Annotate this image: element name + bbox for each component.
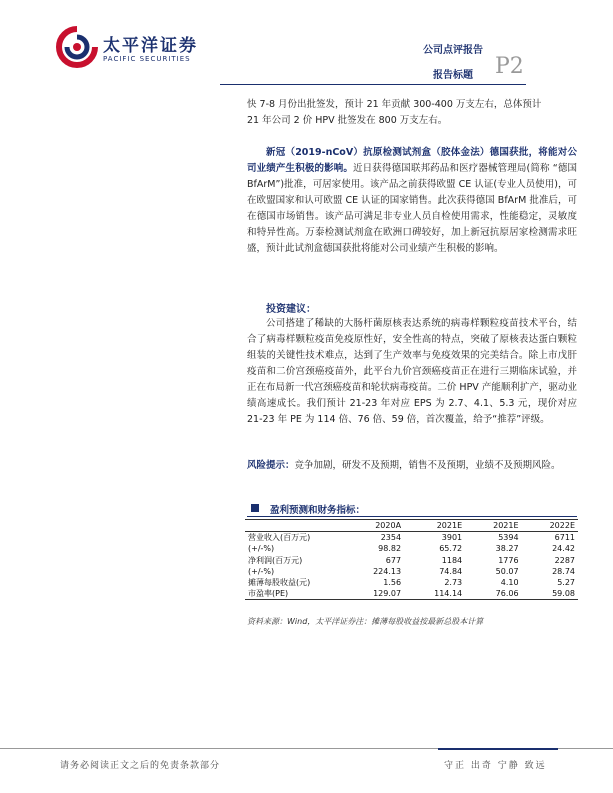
table-header-cell: 2021E	[404, 520, 465, 532]
paragraph-covid-headline: 新冠（2019-nCoV）抗原检测试剂盒（胶体金法）德国获批，将能对公司业绩产生积极的影响。	[247, 147, 577, 174]
investment-advice-title: 投资建议：	[266, 304, 316, 315]
report-title: 报告标题	[433, 70, 473, 81]
footer-accent-bar	[438, 748, 558, 750]
investment-advice-text: 公司搭建了稀缺的大肠杆菌原核表达系统的病毒样颗粒疫苗技术平台，结合了病毒样颗粒疫苗免疫原性好，安全性高的特点，突破了原核表达蛋白颗粒组装的关键性技术难点，达到了生产效率与免疫效果的完美结合。除上市戊肝疫苗和二价宫颈癌疫苗外，此平台九价宫颈癌疫苗正在进行三期临床试验，并正在布局新一代宫颈癌疫苗和轮状病毒疫苗。二价 HPV 产能顺利扩产，驱动业绩高速成长。我们预计 21-23 年对应 EPS 为 2.7、4.1、5.3 元，现价对应 21-23 年 PE 为 114 倍、76 倍、59 倍，首次覆盖，给予“推荐”评级。	[247, 318, 577, 425]
table-cell: 4.10	[500, 578, 519, 588]
table-cell: 2287	[554, 555, 575, 565]
table-cell: 38.27	[495, 544, 519, 554]
table-cell-label: (+/-%)	[248, 544, 275, 554]
table-cell: 2.73	[444, 578, 463, 588]
table-cell: 3901	[441, 533, 463, 543]
table-row	[245, 532, 578, 544]
table-title-marker	[251, 504, 259, 512]
table-title: 盈利预测和财务指标：	[270, 505, 366, 516]
logo-emblem-icon	[55, 25, 99, 69]
paragraph-hpv-line2: 21 年公司 2 价 HPV 批签发在 800 万支左右。	[247, 115, 448, 126]
table-row	[245, 577, 578, 588]
table-row	[245, 543, 578, 554]
table-cell: 5394	[498, 533, 519, 543]
table-row	[245, 566, 578, 577]
footer-disclaimer: 请务必阅读正文之后的免责条款部分	[60, 761, 221, 771]
table-cell: 677	[385, 555, 402, 565]
report-type: 公司点评报告	[423, 45, 483, 56]
table-cell: 5.27	[557, 578, 575, 588]
table-cell: 1776	[498, 555, 519, 565]
footer-motto: 守正 出奇 宁静 致远	[444, 761, 547, 771]
table-title-rule	[247, 516, 577, 517]
table-cell: 98.82	[378, 544, 402, 554]
logo-chinese-name: 太平洋证券	[103, 36, 198, 56]
page-number: P2	[495, 54, 524, 79]
paragraph-covid-body: 近日获得德国联邦药品和医疗器械管理局(简称 “德国 BfArM”)批准，可居家使用。该产品之前获得欧盟 CE 认证(专业人员使用)，可在欧盟国家和认可欧盟 CE 认证的国家销售。此次获得德国 BfArM 批准后，可在德国市场销售。该产品可满足非专业人员自检使用需求，性能稳定，灵敏度和特异性高。万泰检测试剂盒在欧洲口碑较好，加上新冠抗原居家检测需求旺盛，预计此试剂盒德国获批将能对公司业绩产生积极的影响。	[247, 163, 577, 254]
table-cell: 129.07	[343, 588, 404, 600]
paragraph-covid-test	[247, 145, 577, 257]
table-source-note: 资料来源：Wind，太平洋证券注：摊薄每股收益按最新总股本计算	[247, 617, 484, 626]
table-header-cell: 2020A	[343, 520, 404, 532]
paragraph-hpv	[247, 97, 577, 129]
table-cell: 74.84	[439, 566, 463, 576]
table-header-cell: 2021E	[465, 520, 521, 532]
table-cell: 28.74	[552, 566, 575, 576]
table-cell: 50.07	[495, 566, 519, 576]
table-header-cell: 2022E	[522, 520, 578, 532]
risk-warning-text: 竞争加剧，研发不及预期，销售不及预期，业绩不及预期风险。	[294, 460, 561, 471]
risk-warning-title: 风险提示：	[247, 460, 295, 471]
table-header-row	[245, 520, 578, 532]
table-cell: 1184	[441, 555, 463, 565]
table-cell: 24.42	[552, 544, 575, 554]
table-row	[245, 588, 578, 600]
table-cell: 2354	[380, 533, 402, 543]
logo-english-name: PACIFIC SECURITIES	[103, 55, 191, 63]
table-cell: 114.14	[404, 588, 465, 600]
company-logo	[55, 25, 225, 75]
table-cell: 59.08	[522, 588, 578, 600]
paragraph-hpv-line1: 快 7-8 月份出批签发，预计 21 年贡献 300-400 万支左右，总体预计	[247, 99, 542, 110]
table-header-cell	[245, 520, 343, 532]
table-cell-label: 市盈率(PE)	[245, 588, 343, 600]
financial-forecast-table	[245, 519, 578, 600]
table-cell-label: 营业收入(百万元)	[248, 533, 311, 543]
table-cell: 1.56	[383, 578, 402, 588]
table-cell: 76.06	[465, 588, 521, 600]
table-cell-label: (+/-%)	[248, 566, 275, 576]
risk-warning	[247, 458, 577, 474]
table-cell-label: 摊薄每股收益(元)	[248, 578, 311, 588]
table-cell: 224.13	[373, 566, 402, 576]
header-divider	[220, 84, 526, 85]
table-cell-label: 净利润(百万元)	[248, 555, 303, 565]
table-cell: 65.72	[439, 544, 463, 554]
table-cell: 6711	[554, 533, 575, 543]
table-row	[245, 555, 578, 566]
